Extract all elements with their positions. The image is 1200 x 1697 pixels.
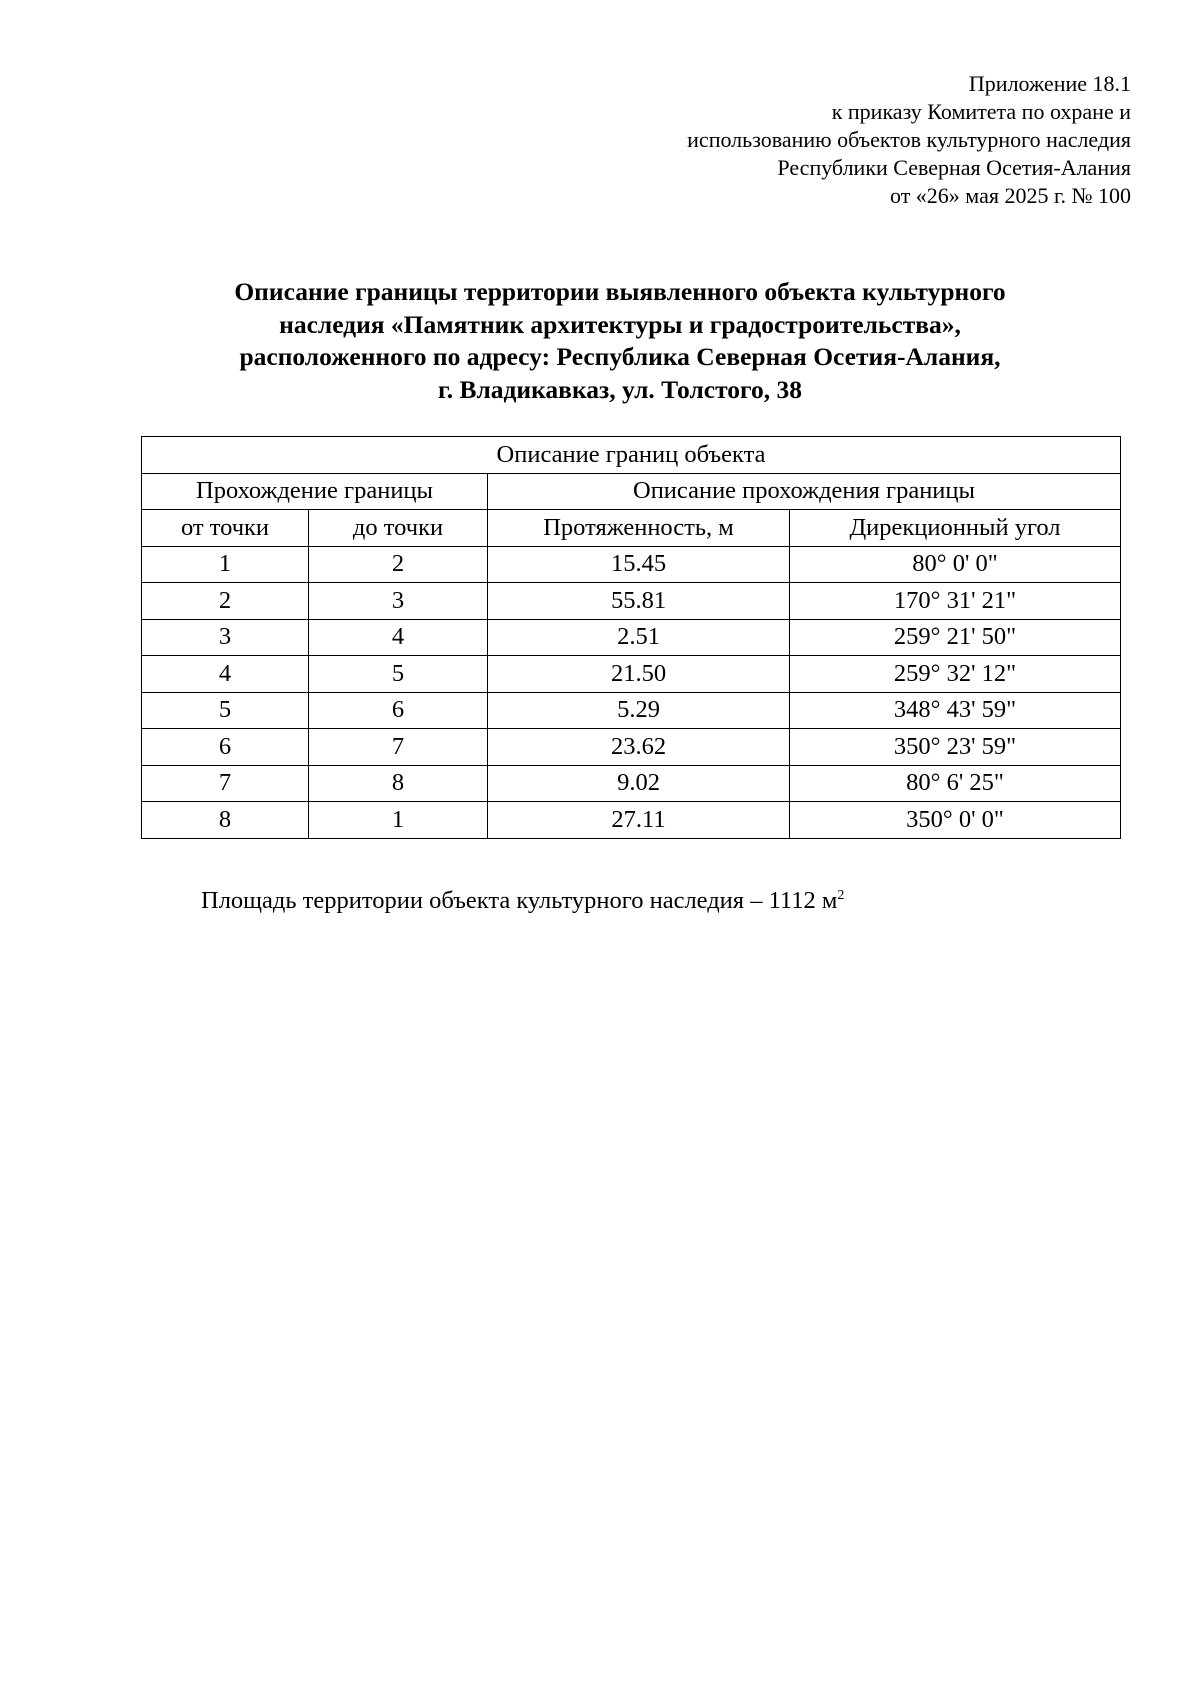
cell-direction-angle: 350° 23' 59" (790, 729, 1121, 766)
table-row (142, 765, 1121, 802)
annex-line: к приказу Комитета по охране и (831, 99, 1131, 124)
group-header-passage: Прохождение границы (142, 473, 488, 510)
cell-from-point: 1 (142, 546, 309, 583)
cell-from-point: 3 (142, 619, 309, 656)
title-line: Описание границы территории выявленного объекта культурного (234, 277, 1006, 306)
title-line: г. Владикавказ, ул. Толстого, 38 (438, 374, 802, 404)
table-group-header-row (142, 473, 1121, 510)
cell-direction-angle: 259° 21' 50" (790, 619, 1121, 656)
boundary-table-wrapper (141, 436, 1120, 839)
cell-direction-angle: 80° 6' 25" (790, 765, 1121, 802)
cell-from-point: 5 (142, 692, 309, 729)
area-statement (201, 884, 844, 918)
cell-to-point: 6 (309, 692, 488, 729)
cell-to-point: 2 (309, 546, 488, 583)
table-column-header-row (142, 510, 1121, 547)
column-header-direction-angle: Дирекционный угол (790, 510, 1121, 547)
cell-direction-angle: 259° 32' 12" (790, 656, 1121, 693)
cell-to-point: 5 (309, 656, 488, 693)
cell-direction-angle: 80° 0' 0" (790, 546, 1121, 583)
table-row (142, 583, 1121, 620)
table-row (142, 729, 1121, 766)
area-text: Площадь территории объекта культурного наследия – 1112 м (201, 887, 838, 914)
cell-length: 9.02 (488, 765, 790, 802)
cell-from-point: 4 (142, 656, 309, 693)
cell-length: 21.50 (488, 656, 790, 693)
cell-to-point: 1 (309, 802, 488, 839)
annex-line: использованию объектов культурного наследия (687, 127, 1131, 152)
area-unit-superscript: 2 (837, 887, 845, 903)
boundary-table (141, 436, 1121, 839)
cell-length: 23.62 (488, 729, 790, 766)
cell-from-point: 7 (142, 765, 309, 802)
cell-length: 15.45 (488, 546, 790, 583)
table-row (142, 802, 1121, 839)
cell-from-point: 6 (142, 729, 309, 766)
cell-direction-angle: 170° 31' 21" (790, 583, 1121, 620)
table-row (142, 656, 1121, 693)
cell-direction-angle: 348° 43' 59" (790, 692, 1121, 729)
document-title (130, 276, 1110, 406)
annex-line: Приложение 18.1 (968, 71, 1131, 96)
cell-length: 27.11 (488, 802, 790, 839)
title-line: расположенного по адресу: Республика Северная Осетия-Алания, (239, 342, 1001, 371)
table-row (142, 692, 1121, 729)
cell-length: 5.29 (488, 692, 790, 729)
annex-line: от «26» мая 2025 г. № 100 (889, 183, 1131, 208)
cell-length: 2.51 (488, 619, 790, 656)
annex-line: Республики Северная Осетия-Алания (777, 155, 1131, 180)
table-row (142, 619, 1121, 656)
annex-header (431, 70, 1131, 210)
cell-to-point: 8 (309, 765, 488, 802)
cell-to-point: 4 (309, 619, 488, 656)
cell-to-point: 7 (309, 729, 488, 766)
column-header-from-point: от точки (142, 510, 309, 547)
column-header-to-point: до точки (309, 510, 488, 547)
title-line: наследия «Памятник архитектуры и градостроительства», (279, 309, 961, 339)
cell-to-point: 3 (309, 583, 488, 620)
column-header-length: Протяженность, м (488, 510, 790, 547)
table-caption-row (142, 437, 1121, 474)
cell-from-point: 2 (142, 583, 309, 620)
cell-direction-angle: 350° 0' 0" (790, 802, 1121, 839)
cell-length: 55.81 (488, 583, 790, 620)
table-caption: Описание границ объекта (142, 437, 1121, 474)
table-row (142, 546, 1121, 583)
cell-from-point: 8 (142, 802, 309, 839)
group-header-description: Описание прохождения границы (488, 473, 1121, 510)
